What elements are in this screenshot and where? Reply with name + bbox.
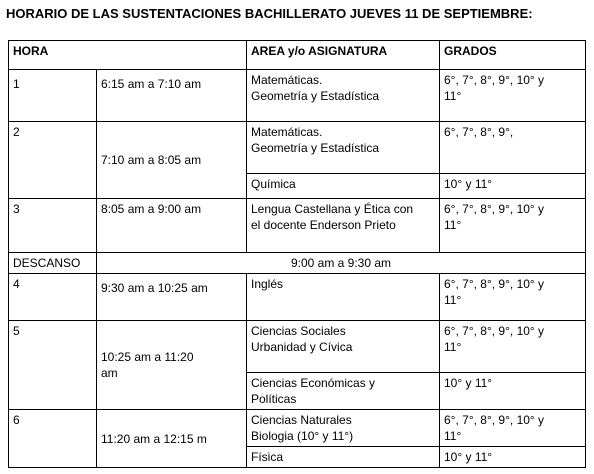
table-row	[9, 274, 586, 321]
session-number: 2	[9, 122, 97, 199]
subject-cell: Inglés	[247, 274, 440, 321]
table-row	[9, 122, 586, 174]
header-grados: GRADOS	[440, 41, 586, 70]
subject-cell: Química	[247, 174, 440, 199]
session-number: 4	[9, 274, 97, 321]
grades-cell: 10° y 11°	[440, 447, 586, 468]
subject-cell: Ciencias Naturales Biologia (10° y 11°)	[247, 410, 440, 447]
table-row	[9, 70, 586, 122]
table-row	[9, 321, 586, 373]
session-number: 5	[9, 321, 97, 410]
session-number: 6	[9, 410, 97, 468]
table-header-row	[9, 41, 586, 70]
grades-cell: 6°, 7°, 8°, 9°, 10° y 11°	[440, 321, 586, 373]
session-time: 6:15 am a 7:10 am	[97, 70, 247, 122]
grades-cell: 10° y 11°	[440, 174, 586, 199]
session-number: 3	[9, 199, 97, 253]
header-hora: HORA	[9, 41, 247, 70]
session-time: 11:20 am a 12:15 m	[97, 410, 247, 468]
grades-cell: 6°, 7°, 8°, 9°, 10° y 11°	[440, 274, 586, 321]
subject-cell: Matemáticas. Geometría y Estadística	[247, 122, 440, 174]
table-row	[9, 199, 586, 253]
subject-cell: Lengua Castellana y Ética con el docente Enderson Prieto	[247, 199, 440, 253]
grades-cell: 10° y 11°	[440, 373, 586, 410]
grades-cell: 6°, 7°, 8°, 9°,	[440, 122, 586, 174]
schedule-table	[8, 40, 586, 468]
header-area: AREA y/o ASIGNATURA	[247, 41, 440, 70]
session-number: 1	[9, 70, 97, 122]
session-time: 8:05 am a 9:00 am	[97, 199, 247, 253]
table-row	[9, 410, 586, 447]
grades-cell: 6°, 7°, 8°, 9°, 10° y 11°	[440, 70, 586, 122]
session-time: 10:25 am a 11:20 am	[97, 321, 247, 410]
subject-cell: Matemáticas. Geometría y Estadística	[247, 70, 440, 122]
grades-cell: 6°, 7°, 8°, 9°, 10° y 11°	[440, 410, 586, 447]
subject-cell: Física	[247, 447, 440, 468]
grades-cell: 6°, 7°, 8°, 9°, 10° y 11°	[440, 199, 586, 253]
break-row	[9, 253, 586, 274]
subject-cell: Ciencias Económicas y Políticas	[247, 373, 440, 410]
break-label: DESCANSO	[9, 253, 97, 274]
subject-cell: Ciencias Sociales Urbanidad y Cívica	[247, 321, 440, 373]
session-time: 9:30 am a 10:25 am	[97, 274, 247, 321]
document-title: HORARIO DE LAS SUSTENTACIONES BACHILLERATO JUEVES 11 DE SEPTIEMBRE:	[6, 6, 533, 21]
break-time: 9:00 am a 9:30 am	[97, 253, 586, 274]
session-time: 7:10 am a 8:05 am	[97, 122, 247, 199]
